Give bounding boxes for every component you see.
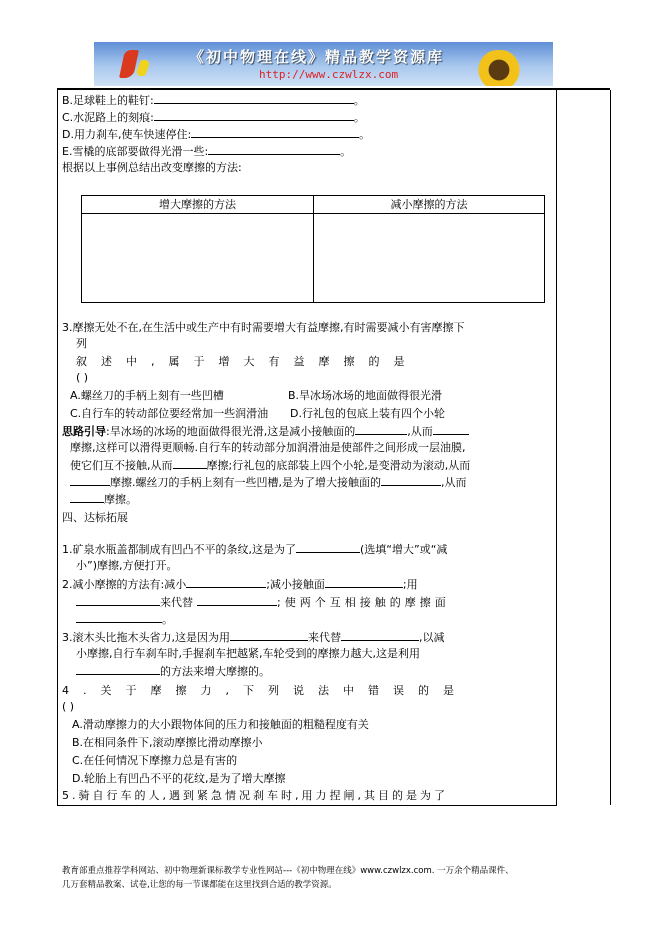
footer-line: 几万套精品教案、试卷,让您的每一节课都能在这里找到合适的教学资源。 bbox=[62, 880, 337, 890]
exercise-text: ;减小接触面 bbox=[266, 578, 325, 591]
hint-text: 摩擦,这样可以滑得更顺畅.自行车的转动部分加润滑油是使部件之间形成一层油膜, bbox=[70, 441, 466, 454]
notes-column bbox=[556, 90, 611, 805]
answer-blank[interactable] bbox=[230, 629, 308, 641]
q3-line1: 3.摩擦无处不在,在生活中或生产中有时需要增大有益摩擦,有时需要减小有害摩擦下 bbox=[62, 321, 465, 334]
period: 。 bbox=[353, 111, 365, 124]
q3-line2: 列 bbox=[76, 337, 87, 350]
answer-blank[interactable] bbox=[76, 594, 160, 606]
q4-paren: ( ) bbox=[62, 700, 75, 713]
hint-text: 摩擦.螺丝刀的手柄上刻有一些凹槽,是为了增大接触面的 bbox=[110, 476, 381, 489]
hint-label: 思路引导 bbox=[62, 425, 106, 438]
q4-option-c: C.在任何情况下摩擦力总是有害的 bbox=[72, 754, 238, 767]
exercise-text: 4.关于摩擦力,下列说法中错误的是 bbox=[62, 684, 468, 697]
item-e: E.雪橇的底部要做得光滑一些: bbox=[62, 145, 209, 158]
period: 。 bbox=[359, 128, 371, 141]
answer-blank[interactable] bbox=[355, 423, 407, 435]
period: 。 bbox=[340, 145, 352, 158]
exercise-text: 2.减小摩擦的方法有:减小 bbox=[62, 578, 187, 591]
hint-text: 摩擦。 bbox=[104, 493, 137, 506]
exercise-text: 小”)摩擦,方便打开。 bbox=[76, 559, 178, 572]
sunflower-icon bbox=[472, 50, 526, 86]
item-c: C.水泥路上的刻痕: bbox=[62, 111, 154, 124]
exercise-text: 的方法来增大摩擦的。 bbox=[160, 665, 270, 678]
column-divider bbox=[313, 196, 314, 302]
exercise-text: 5.骑自行车的人,遇到紧急情况刹车时,用力捏闸,其目的是为了 bbox=[62, 789, 448, 802]
footer-line: 教育部重点推荐学科网站、初中物理新课标教学专业性网站---《初中物理在线》www.czwlzx.com. 一万余个精品课件、 bbox=[62, 866, 514, 876]
exercise-text: 小摩擦,自行车刹车时,手握刹车把越紧,车轮受到的摩擦力越大,这是利用 bbox=[76, 647, 420, 660]
exercise-text: 来代替 bbox=[308, 631, 341, 644]
answer-blank[interactable] bbox=[433, 423, 469, 435]
answer-blank[interactable] bbox=[197, 594, 277, 606]
hint-text: ,从而 bbox=[441, 476, 467, 489]
exercise-text: 3.滚木头比拖木头省力,这是因为用 bbox=[62, 631, 230, 644]
answer-blank[interactable] bbox=[325, 576, 403, 588]
answer-blank[interactable] bbox=[381, 474, 441, 486]
content-column bbox=[57, 90, 557, 806]
answer-blank[interactable] bbox=[76, 663, 160, 675]
answer-blank[interactable] bbox=[70, 491, 104, 503]
answer-blank[interactable] bbox=[208, 143, 340, 155]
answer-blank[interactable] bbox=[154, 109, 354, 121]
exercise-text: ;用 bbox=[402, 578, 418, 591]
hint-text: 摩擦;行礼包的底部装上四个小轮,是变滑动为滚动,从而 bbox=[206, 459, 471, 472]
section-heading: 四、达标拓展 bbox=[62, 511, 128, 524]
q4-option-b: B.在相同条件下,滚动摩擦比滑动摩擦小 bbox=[72, 736, 263, 749]
summary-prompt: 根据以上事例总结出改变摩擦的方法: bbox=[62, 161, 242, 174]
q3-line3: 叙述中,属于增大有益摩擦的是 bbox=[76, 355, 419, 368]
banner-url: http://www.czwlzx.com bbox=[259, 68, 399, 81]
period: 。 bbox=[162, 613, 173, 626]
answer-blank[interactable] bbox=[341, 629, 419, 641]
exercise-text: ;使两个互相接触的摩擦面 bbox=[277, 596, 450, 609]
item-d: D.用力刹车,使车快速停住: bbox=[62, 128, 192, 141]
page-footer bbox=[62, 864, 514, 892]
banner-title: 《初中物理在线》精品教学资源库 bbox=[189, 48, 445, 66]
answer-blank[interactable] bbox=[70, 474, 110, 486]
q4-option-a: A.滑动摩擦力的大小跟物体间的压力和接触面的粗糙程度有关 bbox=[72, 718, 369, 731]
answer-blank[interactable] bbox=[191, 126, 359, 138]
header-increase-friction: 增大摩擦的方法 bbox=[82, 196, 314, 214]
site-banner bbox=[94, 42, 553, 86]
q3-option-a: A.螺丝刀的手柄上刻有一些凹槽 bbox=[70, 389, 224, 402]
answer-blank[interactable] bbox=[296, 541, 360, 553]
answer-blank[interactable] bbox=[173, 457, 207, 469]
q3-option-c: C.自行车的转动部位要经常加一些润滑油 bbox=[70, 407, 269, 420]
worksheet-table bbox=[57, 88, 610, 807]
q3-option-d: D.行礼包的包底上装有四个小轮 bbox=[290, 407, 445, 420]
methods-table bbox=[81, 195, 545, 303]
q4-option-d: D.轮胎上有凹凸不平的花纹,是为了增大摩擦 bbox=[72, 772, 286, 785]
logo-accent-icon bbox=[135, 60, 151, 76]
answer-blank[interactable] bbox=[76, 611, 162, 623]
answer-blank[interactable] bbox=[154, 92, 354, 104]
hint-text: 使它们互不接触,从而 bbox=[70, 459, 173, 472]
item-b: B.足球鞋上的鞋钉: bbox=[62, 94, 154, 107]
hint-text: :旱冰场的冰场的地面做得很光滑,这是减小接触面的 bbox=[106, 425, 356, 438]
answer-blank[interactable] bbox=[186, 576, 266, 588]
header-decrease-friction: 减小摩擦的方法 bbox=[314, 196, 544, 214]
hint-text: ,从而 bbox=[407, 425, 433, 438]
exercise-text: ,以减 bbox=[419, 631, 445, 644]
exercise-text: 1.矿泉水瓶盖都制成有凹凸不平的条纹,这是为了 bbox=[62, 543, 296, 556]
exercise-text: (选填“增大”或“减 bbox=[360, 543, 448, 556]
exercise-text: 来代替 bbox=[160, 596, 193, 609]
q3-option-b: B.旱冰场冰场的地面做得很光滑 bbox=[288, 389, 443, 402]
q3-paren: ( ) bbox=[76, 371, 89, 384]
period: 。 bbox=[353, 94, 365, 107]
